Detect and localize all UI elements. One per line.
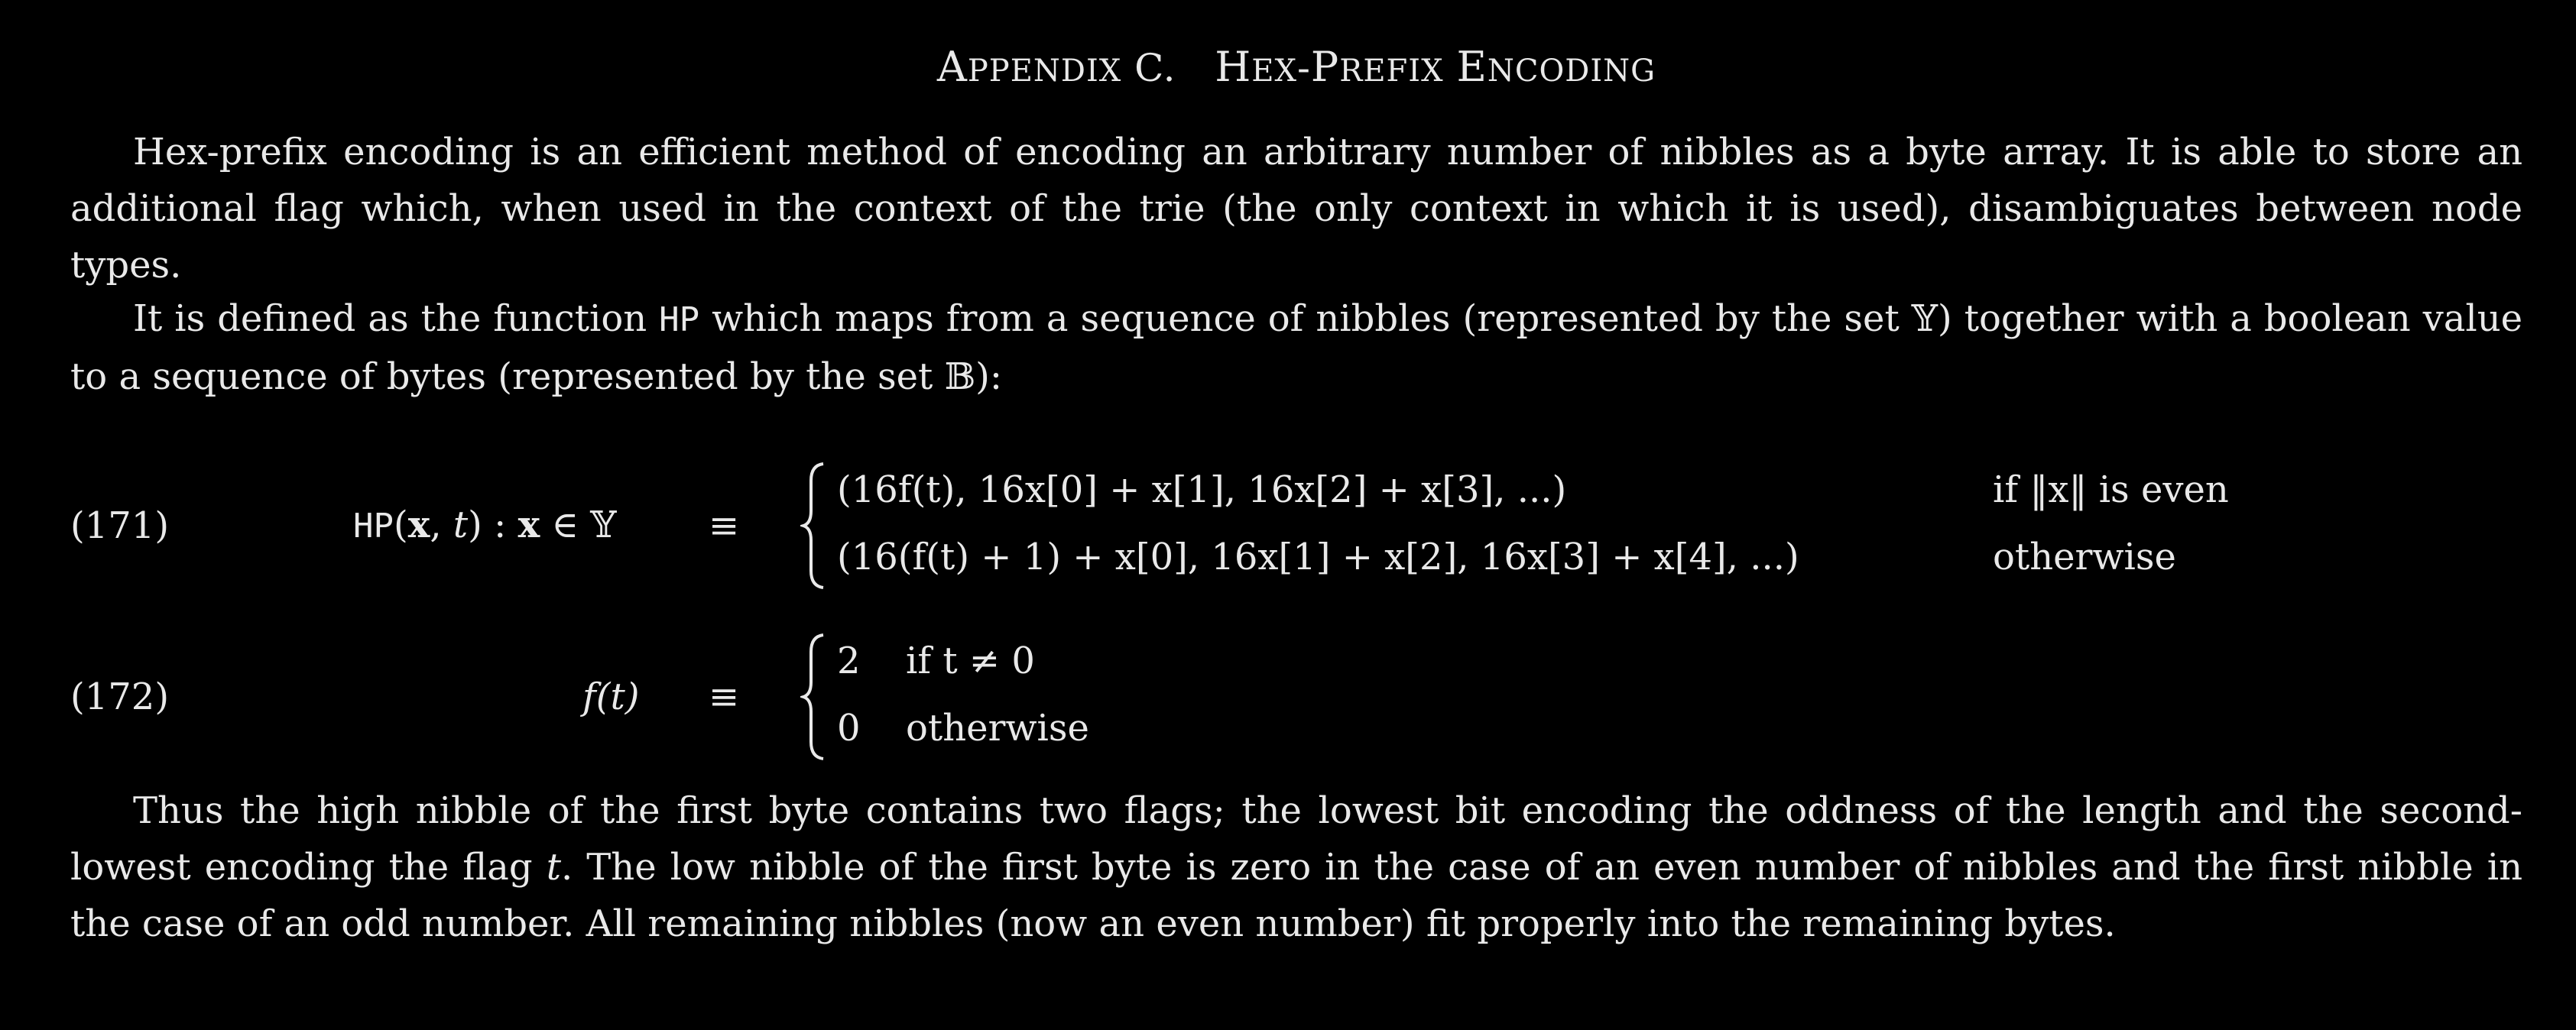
equation-171-x2: x	[517, 504, 540, 546]
equivalence-symbol-171: ≡	[709, 504, 740, 547]
equation-171-in: ∈ 𝕐	[540, 504, 617, 546]
equation-172-lhs: f(t)	[582, 675, 640, 718]
explanation-text-b: . The low nibble of the first byte is zero in the case of an even number of nibbles and the first nibble in the case of an odd number. All remaining nibbles (now an even number) fit properly into the remaining bytes.	[70, 846, 2522, 945]
case-172-cond-1: if t ≠ 0	[906, 640, 1035, 682]
definition-text-b: which maps from a sequence of nibbles (represented by the set	[712, 297, 1900, 340]
set-y-symbol: 𝕐	[1911, 297, 1938, 340]
paragraph-explanation	[70, 782, 2522, 952]
equation-171-func: HP	[353, 507, 394, 546]
definition-text-d: ):	[975, 355, 1003, 398]
case-171-expr-2: (16(f(t) + 1) + x[0], 16x[1] + x[2], 16x[3] + x[4], ...)	[837, 536, 1799, 578]
brace-172-shape	[800, 632, 826, 762]
paragraph-definition	[70, 290, 2522, 405]
appendix-label: APPENDIX C.	[936, 43, 1189, 91]
equation-171-t: t	[453, 504, 469, 546]
equation-171-x: x	[407, 504, 430, 546]
definition-text-a: It is defined as the function	[133, 297, 647, 340]
flag-t-symbol: t	[546, 846, 561, 889]
brace-171	[800, 461, 826, 591]
equation-number-172: (172)	[70, 675, 170, 718]
set-b-symbol: 𝔹	[944, 355, 976, 398]
section-heading: HEX-PREFIX ENCODING	[1215, 43, 1656, 91]
equation-171-open: (	[393, 504, 408, 546]
brace-171-shape	[800, 461, 826, 591]
section-title	[70, 40, 2522, 99]
equation-171-rest: ) :	[468, 504, 518, 546]
case-171-expr-1: (16f(t), 16x[0] + x[1], 16x[2] + x[3], ...)	[837, 468, 1567, 511]
equation-171-comma: ,	[430, 504, 453, 546]
cases-171	[837, 457, 2442, 594]
case-172-expr-2: 0	[837, 707, 861, 750]
cases-172	[837, 628, 2442, 766]
case-171-cond-1: if ‖x‖ is even	[1993, 468, 2229, 511]
explanation-text-a: Thus the high nibble of the first byte contains two flags; the lowest bit encoding the oddness of the length and the second-lowest encoding the flag	[70, 789, 2522, 889]
case-172-cond-2: otherwise	[906, 707, 1089, 750]
function-name-hp: HP	[659, 300, 700, 339]
equation-172	[70, 628, 2522, 766]
case-172-expr-1: 2	[837, 640, 861, 682]
case-171-cond-2: otherwise	[1993, 536, 2176, 578]
equation-171-lhs	[353, 497, 617, 555]
equation-number-171: (171)	[70, 504, 170, 547]
paragraph-intro	[70, 124, 2522, 293]
paragraph-intro-text: Hex-prefix encoding is an efficient method of encoding an arbitrary number of nibbles as a byte array. It is able to store an additional flag which, when used in the context of the trie (the only context in which it is used), disambiguates between node types.	[70, 131, 2522, 287]
equation-171	[70, 457, 2522, 594]
equivalence-symbol-172: ≡	[709, 675, 740, 718]
definition-text-c: ) together with a boolean value to a sequence of bytes (represented by the set	[70, 297, 2523, 398]
brace-172	[800, 632, 826, 762]
